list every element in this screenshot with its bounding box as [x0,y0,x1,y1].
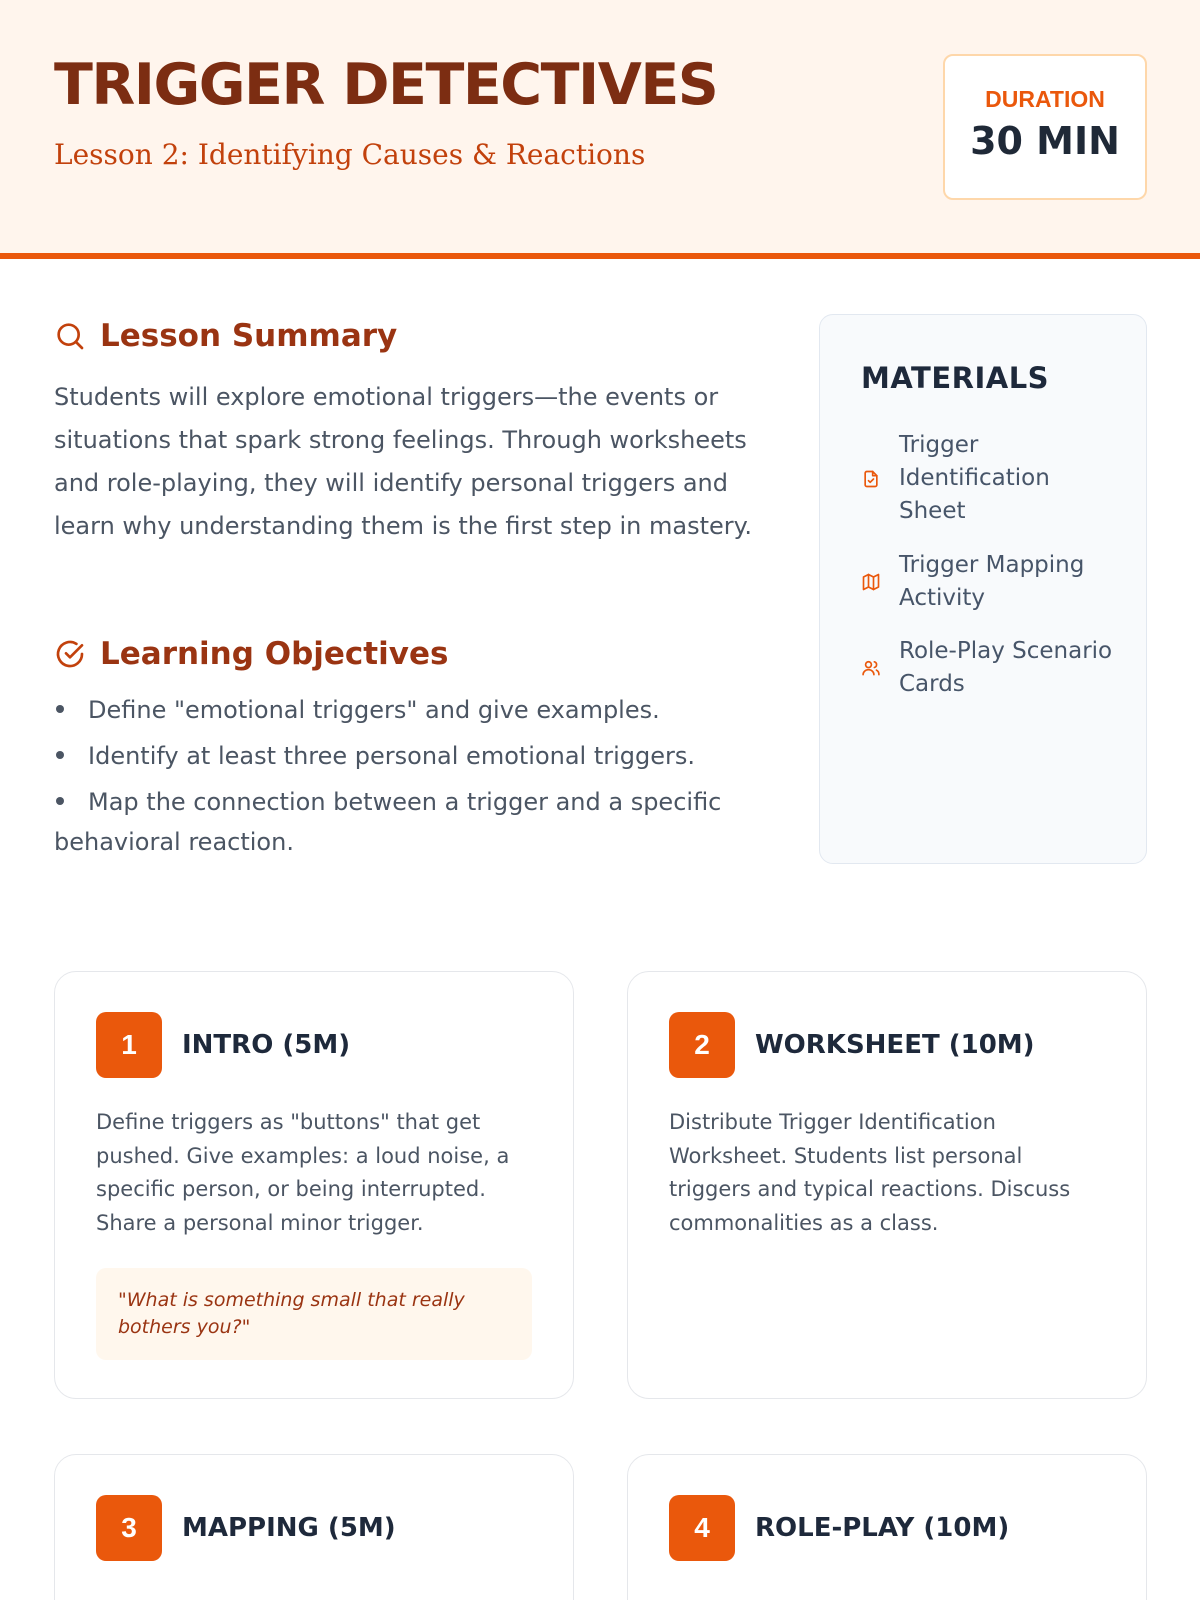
duration-label: DURATION [985,86,1105,112]
step-card-worksheet [627,971,1147,1399]
page-title: TRIGGER DETECTIVES [54,52,718,118]
material-label: Role-Play Scenario Cards [899,638,1113,697]
map-icon [861,572,881,592]
duration-badge [943,54,1147,200]
material-label: Trigger Identification Sheet [899,432,1050,524]
summary-heading-label: Lesson Summary [100,318,398,354]
check-circle-icon [54,638,86,670]
users-icon [861,658,881,678]
step-title: INTRO (5M) [182,1030,351,1060]
objectives-list [54,690,774,868]
step-description: Distribute Trigger Identification Worksheet. Students list personal triggers and typical reactions. Discuss commonalities as a class. [669,1110,1071,1235]
objective-text: Define "emotional triggers" and give examples. [88,696,660,724]
materials-panel [819,314,1147,864]
step-description: Define triggers as "buttons" that get pushed. Give examples: a loud noise, a specific person, or being interrupted. Share a personal minor trigger. [96,1110,510,1235]
list-item [54,690,774,730]
material-item [861,635,1119,701]
duration-value: 30 MIN [970,119,1120,163]
discussion-quote: "What is something small that really bothers you?" [96,1268,532,1360]
bullet [56,797,64,805]
step-number-badge: 1 [96,1012,162,1078]
step-title: ROLE-PLAY (10M) [755,1513,1010,1543]
objective-text: Identify at least three personal emotional triggers. [88,742,696,770]
step-number-badge: 4 [669,1495,735,1561]
step-title: WORKSHEET (10M) [755,1030,1035,1060]
materials-title: MATERIALS [861,361,1050,395]
objectives-heading [54,636,448,672]
step-title: MAPPING (5M) [182,1513,396,1543]
summary-heading [54,318,397,354]
step-card-mapping [54,1454,574,1600]
bullet [56,705,64,713]
objective-text: Map the connection between a trigger and a specific behavioral reaction. [54,788,722,856]
step-card-intro [54,971,574,1399]
material-item [861,429,1119,528]
summary-text: Students will explore emotional triggers—the events or situations that spark strong feelings. Through worksheets and role-playing, they will identify personal triggers and learn why understanding them is the first step in mastery. [54,383,753,540]
list-item [54,782,774,862]
step-number-badge: 3 [96,1495,162,1561]
list-item [54,736,774,776]
lesson-subtitle: Lesson 2: Identifying Causes & Reactions [54,138,646,171]
objectives-heading-label: Learning Objectives [100,636,449,672]
material-label: Trigger Mapping Activity [899,552,1085,611]
material-item [861,549,1119,615]
bullet [56,751,64,759]
file-check-icon [861,469,881,489]
search-icon [54,320,86,352]
lesson-header [0,0,1200,259]
step-number-badge: 2 [669,1012,735,1078]
step-card-role-play [627,1454,1147,1600]
